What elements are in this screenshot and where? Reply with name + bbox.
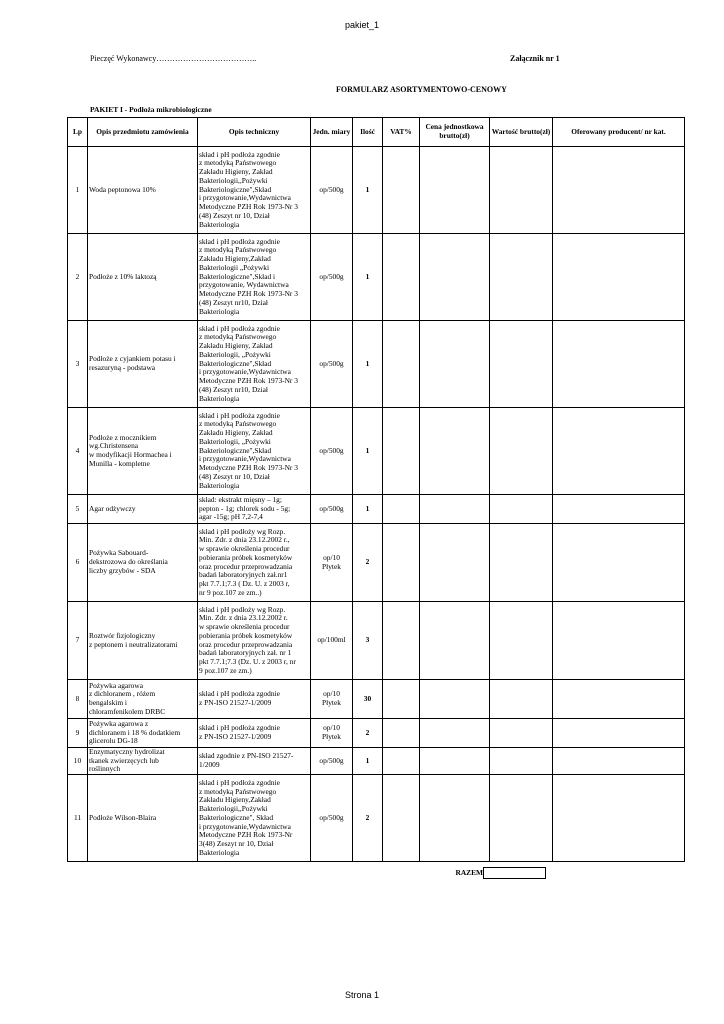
row-number: 6 bbox=[68, 524, 88, 602]
table-row bbox=[68, 321, 685, 408]
quantity: 2 bbox=[353, 775, 383, 862]
producer-cell[interactable] bbox=[553, 748, 685, 775]
unit-price-cell[interactable] bbox=[420, 321, 490, 408]
quantity: 3 bbox=[353, 602, 383, 680]
attachment-label: Załącznik nr 1 bbox=[510, 54, 560, 63]
unit-of-measure: op/500g bbox=[311, 234, 353, 321]
gross-value-cell[interactable] bbox=[490, 495, 553, 524]
quantity: 1 bbox=[353, 748, 383, 775]
gross-value-cell[interactable] bbox=[490, 408, 553, 495]
row-number: 4 bbox=[68, 408, 88, 495]
technical-description: skład i pH podłoża zgodnie z metodyką Państwowego Zakładu Higieny,Zakład Bakteriologii,,Pożywki Bakteriologiczne", Skład i przygotowanie,Wydawnictwa Metodyczne PZH Rok 1973-Nr 3(48) Zeszyt nr 10, Dział Bakteriologia bbox=[198, 775, 311, 862]
gross-value-cell[interactable] bbox=[490, 524, 553, 602]
technical-description: skład i pH podłoża zgodnie z PN-ISO 21527-1/2009 bbox=[198, 680, 311, 719]
producer-cell[interactable] bbox=[553, 495, 685, 524]
quantity: 1 bbox=[353, 321, 383, 408]
producer-cell[interactable] bbox=[553, 147, 685, 234]
item-description: Pożywka agarowa z dichloranem i 18 % dodatkiem glicerolu DG-18 bbox=[88, 719, 198, 748]
table-row bbox=[68, 147, 685, 234]
column-header-lp: Lp bbox=[68, 118, 88, 147]
producer-cell[interactable] bbox=[553, 775, 685, 862]
table-row bbox=[68, 495, 685, 524]
item-description: Podłoże Wilson-Blaira bbox=[88, 775, 198, 862]
gross-value-cell[interactable] bbox=[490, 602, 553, 680]
technical-description: skład i pH podłoża zgodnie z metodyką Państwowego Zakładu Higieny,Zakład Bakteriologii „Pożywki Bakteriologiczne",Skład i przygotowanie, Wydawnictwa Metodyczne PZH Rok 1973-Nr 3 (48) Zeszyt nr10, Dział Bakteriologia bbox=[198, 234, 311, 321]
quantity: 2 bbox=[353, 719, 383, 748]
table-row bbox=[68, 680, 685, 719]
unit-of-measure: op/500g bbox=[311, 775, 353, 862]
vat-cell[interactable] bbox=[383, 147, 420, 234]
quantity: 2 bbox=[353, 524, 383, 602]
unit-of-measure: op/10 Płytek bbox=[311, 524, 353, 602]
vat-cell[interactable] bbox=[383, 408, 420, 495]
row-number: 8 bbox=[68, 680, 88, 719]
vat-cell[interactable] bbox=[383, 748, 420, 775]
unit-of-measure: op/500g bbox=[311, 748, 353, 775]
gross-value-cell[interactable] bbox=[490, 234, 553, 321]
row-number: 3 bbox=[68, 321, 88, 408]
unit-of-measure: op/100ml bbox=[311, 602, 353, 680]
unit-price-cell[interactable] bbox=[420, 602, 490, 680]
table-row bbox=[68, 524, 685, 602]
package-title: PAKIET I - Podłoża mikrobiologiczne bbox=[90, 105, 212, 114]
table-row bbox=[68, 602, 685, 680]
table-header-row bbox=[68, 118, 685, 147]
table-row bbox=[68, 408, 685, 495]
column-header-vat: VAT% bbox=[383, 118, 420, 147]
producer-cell[interactable] bbox=[553, 602, 685, 680]
producer-cell[interactable] bbox=[553, 524, 685, 602]
item-description: Roztwór fizjologiczny z peptonem i neutralizatorami bbox=[88, 602, 198, 680]
table-row bbox=[68, 775, 685, 862]
technical-description: skład i pH podłoża zgodnie z metodyką Państwowego Zakładu Higieny, Zakład Bakteriologii, „Pożywki Bakteriologiczne",Skład i przygotowanie,Wydawnictwa Metodyczne PZH Rok 1973-Nr 3 (48) Zeszyt nr 10, Dział Bakteriologia bbox=[198, 408, 311, 495]
unit-of-measure: op/500g bbox=[311, 495, 353, 524]
item-description: Enzymatyczny hydrolizat tkanek zwierzęcych lub roślinnych bbox=[88, 748, 198, 775]
column-header-unit: Jedn. miary bbox=[311, 118, 353, 147]
unit-of-measure: op/10 Płytek bbox=[311, 680, 353, 719]
unit-price-cell[interactable] bbox=[420, 719, 490, 748]
vat-cell[interactable] bbox=[383, 321, 420, 408]
vat-cell[interactable] bbox=[383, 234, 420, 321]
unit-of-measure: op/10 Płytek bbox=[311, 719, 353, 748]
technical-description: skład: ekstrakt mięsny – 1g; pepton - 1g; chlorek sodu - 5g; agar -15g; pH 7,2-7,4 bbox=[198, 495, 311, 524]
technical-description: skład i pH podłoża zgodnie z metodyką Państwowego Zakładu Higieny, Zakład Bakteriologii, „Pożywki Bakteriologiczne",Skład i przygotowanie,Wydawnictwa Metodyczne PZH Rok 1973-Nr 3 (48) Zeszyt nr10, Dział Bakteriologia bbox=[198, 321, 311, 408]
technical-description: skład zgodnie z PN-ISO 21527- 1/2009 bbox=[198, 748, 311, 775]
technical-description: skład i pH podłoży wg Rozp. Min. Zdr. z dnia 23.12.2002 r. w sprawie określenia procedur pobierania próbek kosmetyków oraz procedur przeprowadzania badań laboratoryjnych zał. nr 1 pkt 7.7.1;7.3 (Dz. U. z 2003 r, nr 9 poz.107 ze zm.) bbox=[198, 602, 311, 680]
technical-description: skład i pH podłoża zgodnie z PN-ISO 21527-1/2009 bbox=[198, 719, 311, 748]
quantity: 30 bbox=[353, 680, 383, 719]
item-description: Pożywka Sabouard- dekstrozowa do określania liczby grzybów - SDA bbox=[88, 524, 198, 602]
row-number: 11 bbox=[68, 775, 88, 862]
unit-price-cell[interactable] bbox=[420, 495, 490, 524]
column-header-unit-price: Cena jednostkowa brutto(zł) bbox=[420, 118, 490, 147]
vat-cell[interactable] bbox=[383, 602, 420, 680]
table-row bbox=[68, 719, 685, 748]
unit-price-cell[interactable] bbox=[420, 680, 490, 719]
total-value-field[interactable] bbox=[483, 867, 546, 879]
sheet-name-header: pakiet_1 bbox=[344, 20, 380, 30]
producer-cell[interactable] bbox=[553, 719, 685, 748]
producer-cell[interactable] bbox=[553, 234, 685, 321]
producer-cell[interactable] bbox=[553, 680, 685, 719]
vat-cell[interactable] bbox=[383, 524, 420, 602]
column-header-gross-value: Wartość brutto(zł) bbox=[490, 118, 553, 147]
unit-price-cell[interactable] bbox=[420, 234, 490, 321]
row-number: 2 bbox=[68, 234, 88, 321]
item-description: Agar odżywczy bbox=[88, 495, 198, 524]
total-label: RAZEM bbox=[455, 868, 483, 877]
table-row bbox=[68, 234, 685, 321]
unit-price-cell[interactable] bbox=[420, 524, 490, 602]
column-header-technical-description: Opis techniczny bbox=[198, 118, 311, 147]
producer-cell[interactable] bbox=[553, 408, 685, 495]
vat-cell[interactable] bbox=[383, 775, 420, 862]
gross-value-cell[interactable] bbox=[490, 147, 553, 234]
column-header-quantity: Ilość bbox=[353, 118, 383, 147]
row-number: 7 bbox=[68, 602, 88, 680]
row-number: 10 bbox=[68, 748, 88, 775]
page-number-footer: Strona 1 bbox=[344, 990, 380, 1000]
contractor-stamp-line: Pieczęć Wykonawcy……………………………….. bbox=[90, 54, 257, 63]
quantity: 1 bbox=[353, 495, 383, 524]
technical-description: skład i pH podłoży wg Rozp. Min. Zdr. z dnia 23.12.2002 r., w sprawie określenia procedur pobierania próbek kosmetyków oraz procedur przeprowadzania badań laboratoryjnych zał.nr1 pkt 7.7.1;7.3 ( Dz. U. z 2003 r, nr 9 poz.107 ze zm..) bbox=[198, 524, 311, 602]
item-description: Podłoże z 10% laktozą bbox=[88, 234, 198, 321]
gross-value-cell[interactable] bbox=[490, 321, 553, 408]
vat-cell[interactable] bbox=[383, 680, 420, 719]
column-header-producer: Oferowany producent/ nr kat. bbox=[553, 118, 685, 147]
unit-of-measure: op/500g bbox=[311, 147, 353, 234]
vat-cell[interactable] bbox=[383, 495, 420, 524]
gross-value-cell[interactable] bbox=[490, 680, 553, 719]
technical-description: skład i pH podłoża zgodnie z metodyką Państwowego Zakładu Higieny, Zakład Bakteriologii,,Pożywki Bakteriologiczne",Skład i przygotowanie,Wydawnictwa Metodyczne PZH Rok 1973-Nr 3 (48) Zeszyt nr 10, Dział Bakteriologia bbox=[198, 147, 311, 234]
table-row bbox=[68, 748, 685, 775]
gross-value-cell[interactable] bbox=[490, 748, 553, 775]
unit-of-measure: op/500g bbox=[311, 408, 353, 495]
gross-value-cell[interactable] bbox=[490, 719, 553, 748]
unit-price-cell[interactable] bbox=[420, 775, 490, 862]
item-description: Woda peptonowa 10% bbox=[88, 147, 198, 234]
unit-price-cell[interactable] bbox=[420, 748, 490, 775]
quantity: 1 bbox=[353, 408, 383, 495]
form-title: FORMULARZ ASORTYMENTOWO-CENOWY bbox=[336, 85, 507, 94]
row-number: 9 bbox=[68, 719, 88, 748]
item-description: Pożywka agarowa z dichloranem , różem bengalskim i chloramfenikolem DRBC bbox=[88, 680, 198, 719]
unit-price-cell[interactable] bbox=[420, 408, 490, 495]
producer-cell[interactable] bbox=[553, 321, 685, 408]
row-number: 1 bbox=[68, 147, 88, 234]
vat-cell[interactable] bbox=[383, 719, 420, 748]
item-description: Podłoże z mocznikiem wg.Christensena w modyfikacji Hormachea i Munilla - kompletne bbox=[88, 408, 198, 495]
unit-price-cell[interactable] bbox=[420, 147, 490, 234]
pricing-table bbox=[67, 117, 685, 862]
row-number: 5 bbox=[68, 495, 88, 524]
quantity: 1 bbox=[353, 234, 383, 321]
column-header-item-description: Opis przedmiotu zamówienia bbox=[88, 118, 198, 147]
gross-value-cell[interactable] bbox=[490, 775, 553, 862]
quantity: 1 bbox=[353, 147, 383, 234]
item-description: Podłoże z cyjankiem potasu i resazuryną - podstawa bbox=[88, 321, 198, 408]
unit-of-measure: op/500g bbox=[311, 321, 353, 408]
